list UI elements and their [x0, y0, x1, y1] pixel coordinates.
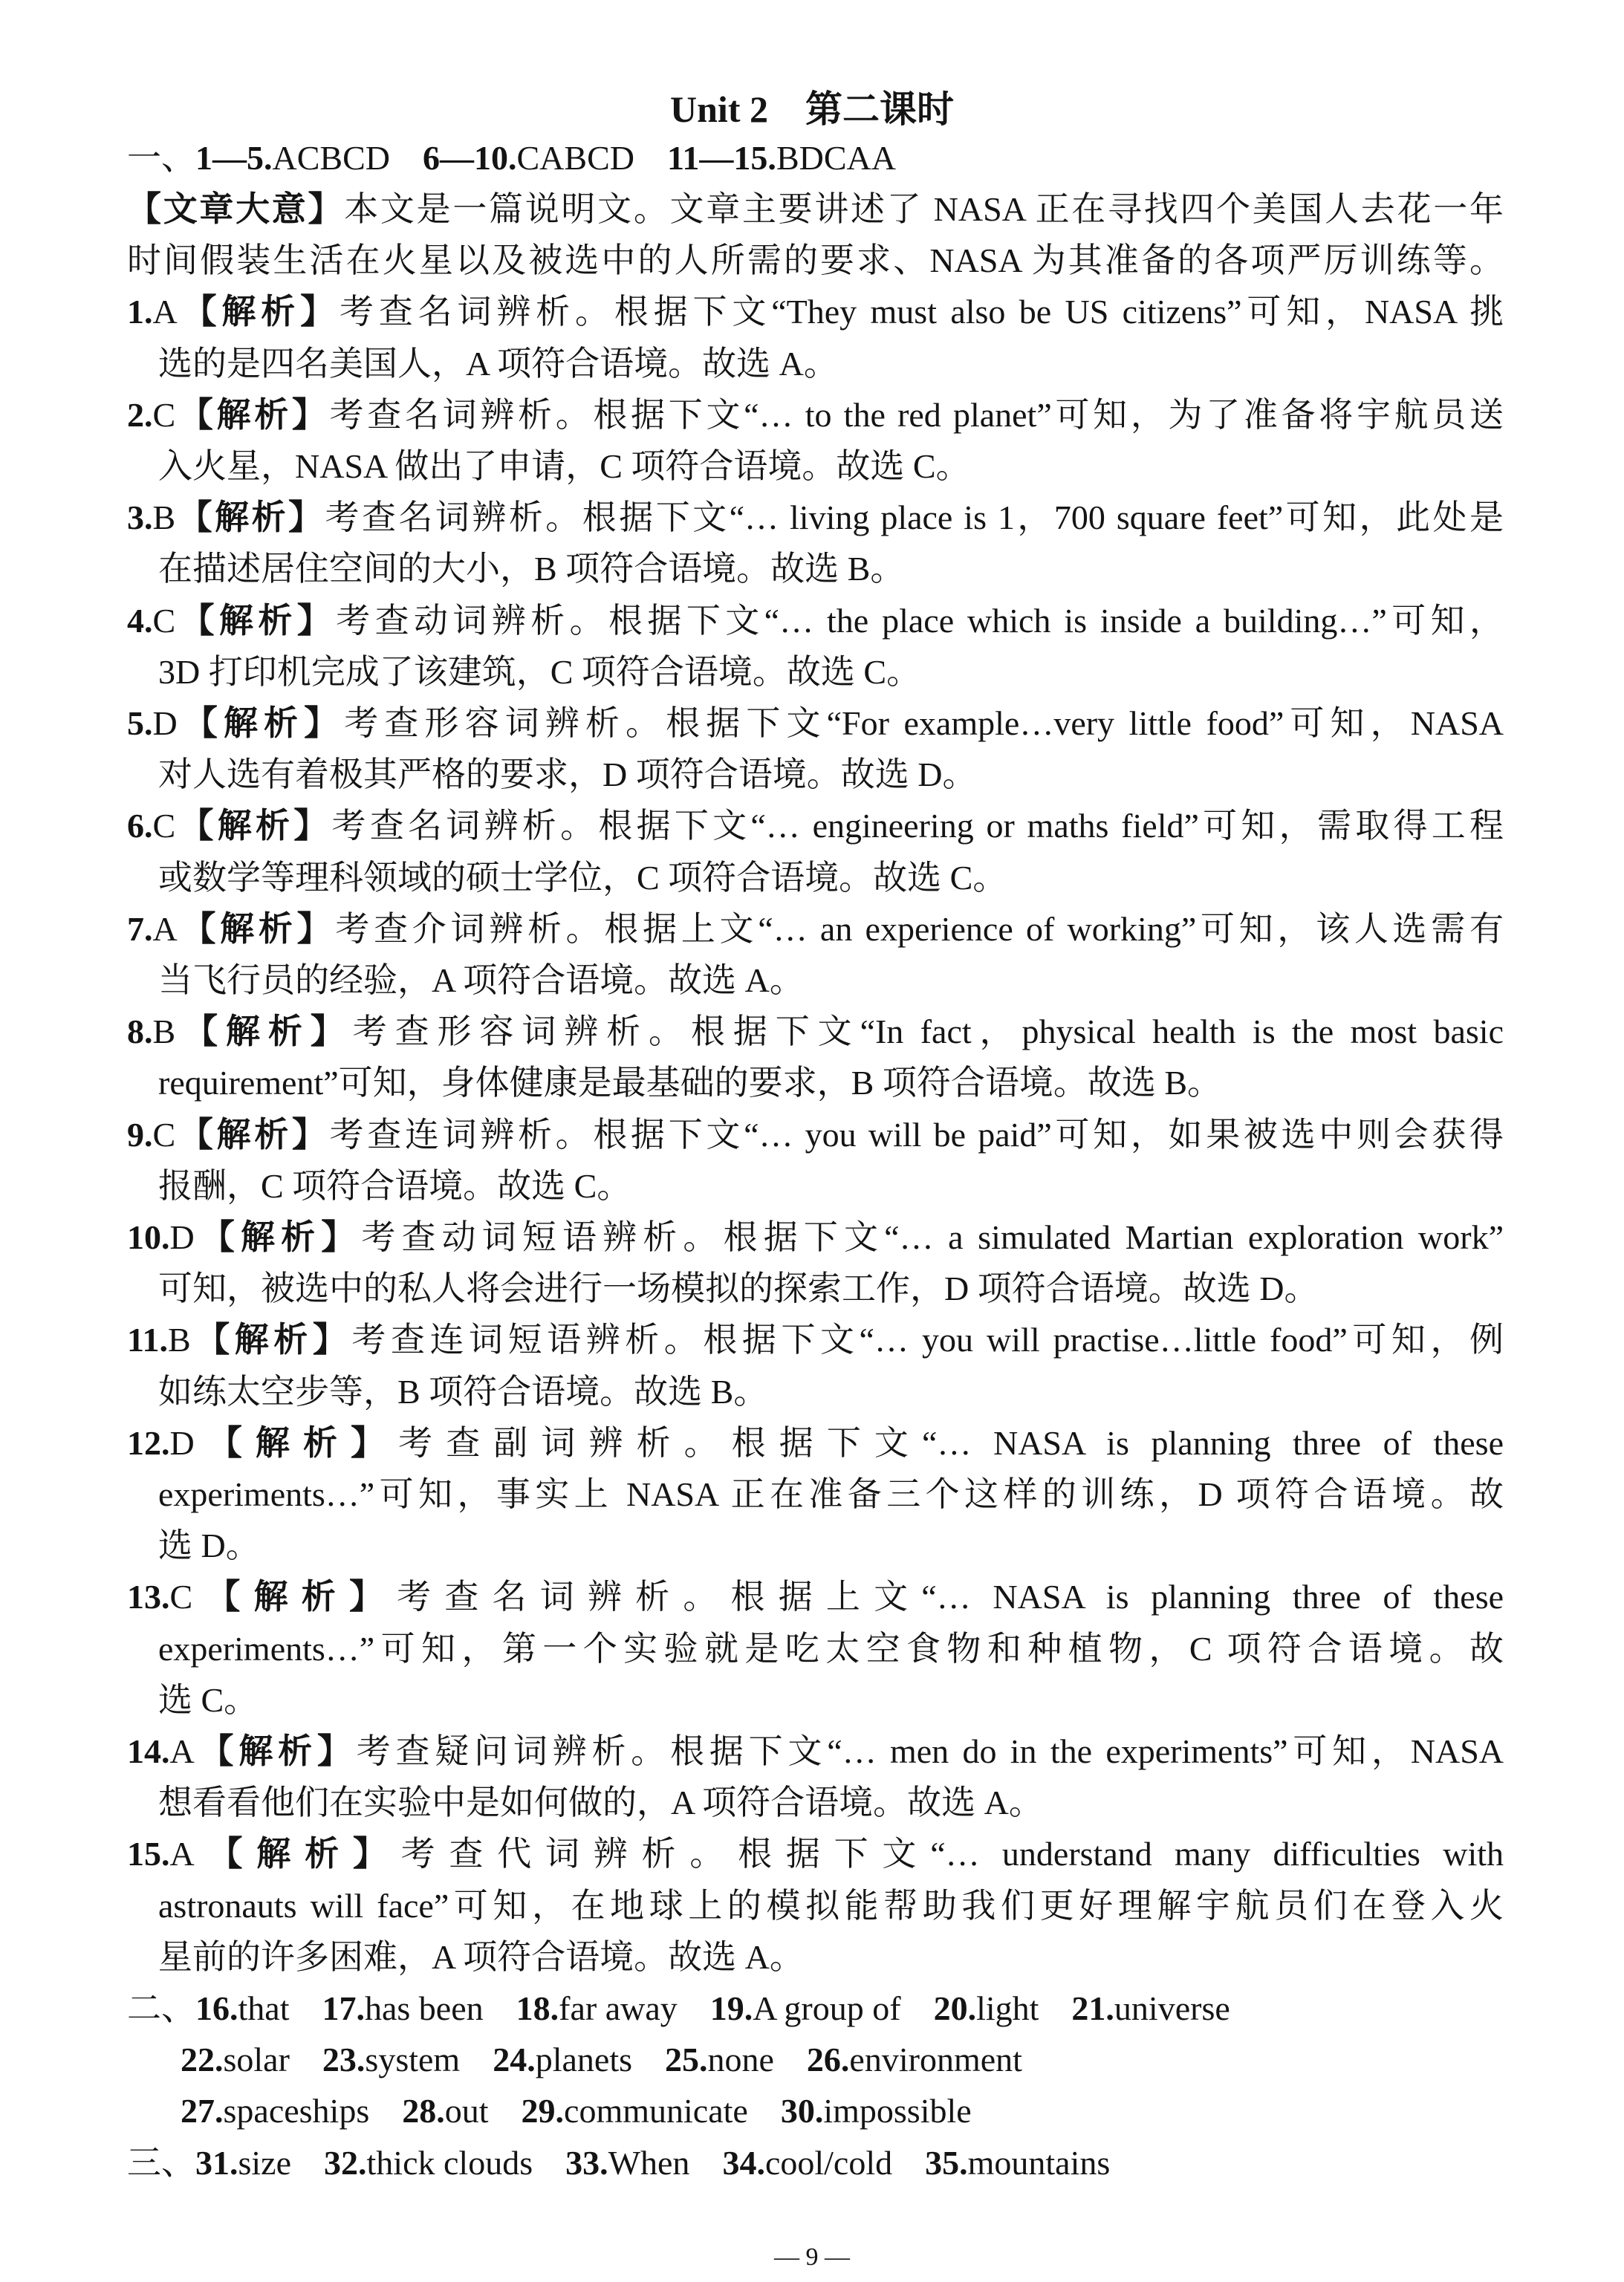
answer-number: 34.	[722, 2144, 765, 2182]
item-answer: A	[152, 293, 178, 331]
answer-number: 33.	[565, 2144, 608, 2182]
section-1-answers	[127, 132, 1504, 184]
item-answer: D	[152, 704, 178, 742]
answer-word: mountains	[967, 2144, 1111, 2182]
analysis-tag: 【解析】	[190, 1321, 352, 1359]
item-number: 14.	[127, 1732, 170, 1770]
item-answer: C	[169, 1578, 193, 1616]
item-answer: B	[152, 498, 176, 536]
answer-group	[195, 139, 390, 177]
item-2-line-2: 入火星，NASA 做出了申请，C 项符合语境。故选 C。	[158, 447, 970, 485]
analysis-tag: 【解析】	[177, 910, 336, 948]
group-answers: BDCAA	[776, 139, 896, 177]
group-answers: ACBCD	[272, 139, 390, 177]
analysis-tag: 【解析】	[175, 1116, 330, 1154]
item-7-line-1	[127, 903, 1504, 955]
answer-word: solar	[223, 2041, 290, 2078]
item-14-line-1	[127, 1726, 1504, 1778]
item-15-line-2: astronauts will face”可知，在地球上的模拟能帮助我们更好理解宇航员们在登入火	[158, 1887, 1504, 1925]
page-number: — 9 —	[774, 2243, 850, 2271]
item-1-line-1	[127, 286, 1504, 338]
item-9-line-1	[127, 1109, 1504, 1161]
item-6-line-2: 或数学等理科领域的硕士学位，C 项符合语境。故选 C。	[158, 859, 1007, 897]
section-3-label: 三、	[127, 2144, 195, 2182]
analysis-tag: 【解析】	[175, 807, 332, 845]
analysis-tag: 【解析】	[177, 704, 345, 742]
group-range: 1—5.	[195, 139, 273, 177]
analysis-tag: 【解析】	[175, 498, 325, 536]
item-number: 10.	[127, 1218, 170, 1256]
answer-number: 27.	[181, 2092, 224, 2130]
answer-word: A group of	[753, 1989, 901, 2027]
answer-32	[324, 2144, 533, 2182]
item-15-line-3: 星前的许多困难，A 项符合语境。故选 A。	[158, 1938, 804, 1976]
item-text: 考查副词辨析。根据下文“… NASA is planning three of these	[398, 1424, 1504, 1462]
item-13-line-3: 选 C。	[158, 1681, 259, 1719]
answer-group	[667, 139, 896, 177]
answer-word: universe	[1114, 1989, 1230, 2027]
analysis-tag: 【解析】	[194, 1835, 401, 1873]
item-5-line-1	[127, 698, 1504, 750]
analysis-tag: 【解析】	[175, 1012, 353, 1050]
item-text: 考查介词辨析。根据上文“… an experience of working”可知，该人选需有	[335, 910, 1504, 948]
item-number: 8.	[127, 1012, 153, 1050]
item-8-line-1	[127, 1006, 1504, 1058]
answer-word: When	[608, 2144, 690, 2182]
item-text: 考查名词辨析。根据上文“… NASA is planning three of these	[397, 1578, 1504, 1616]
item-text: 考查形容词辨析。根据下文“In fact，physical health is the most basic	[352, 1012, 1504, 1050]
answer-number: 30.	[780, 2092, 824, 2130]
answer-word: planets	[535, 2041, 632, 2078]
summary-tag: 【文章大意】	[127, 190, 345, 228]
section-2-line-2	[181, 2034, 1504, 2086]
item-number: 15.	[127, 1835, 170, 1873]
answer-number: 28.	[402, 2092, 445, 2130]
answer-26	[807, 2041, 1022, 2078]
answer-word: impossible	[823, 2092, 972, 2130]
item-8-line-2: requirement”可知，身体健康是最基础的要求，B 项符合语境。故选 B。	[158, 1064, 1222, 1102]
answer-29	[522, 2092, 748, 2130]
item-answer: C	[152, 807, 176, 845]
analysis-tag: 【解析】	[177, 293, 340, 331]
answer-number: 29.	[521, 2092, 565, 2130]
item-text: 考查动词短语辨析。根据下文“… a simulated Martian exploration work”	[361, 1218, 1504, 1256]
item-text: 考查连词辨析。根据下文“… you will be paid”可知，如果被选中则会获得	[329, 1116, 1504, 1154]
item-answer: D	[169, 1424, 195, 1462]
answer-number: 17.	[322, 1989, 365, 2027]
item-4-line-2: 3D 打印机完成了该建筑，C 项符合语境。故选 C。	[158, 653, 921, 691]
answer-word: system	[365, 2041, 461, 2078]
item-4-line-1	[127, 595, 1504, 647]
analysis-tag: 【解析】	[194, 1218, 362, 1256]
answer-16	[195, 1989, 289, 2027]
answer-34	[722, 2144, 892, 2182]
answer-number: 31.	[195, 2144, 238, 2182]
item-13-line-2: experiments…”可知，第一个实验就是吃太空食物和种植物，C 项符合语境。故	[158, 1630, 1504, 1668]
item-11-line-1	[127, 1314, 1504, 1366]
item-text: 考查动词辨析。根据下文“… the place which is inside a building…”可知，	[336, 602, 1504, 640]
item-10-line-1	[127, 1212, 1504, 1264]
item-text: 考查代词辨析。根据下文“… understand many difficulties with	[400, 1835, 1504, 1873]
analysis-tag: 【解析】	[175, 396, 330, 434]
answer-word: light	[976, 1989, 1039, 2027]
answer-24	[493, 2041, 632, 2078]
section-2-label: 二、	[127, 1989, 195, 2027]
answer-word: communicate	[564, 2092, 748, 2130]
answer-number: 16.	[195, 1989, 238, 2027]
item-text: 考查名词辨析。根据下文“They must also be US citizens”可知，NASA 挑	[339, 293, 1504, 331]
item-3-line-2: 在描述居住空间的大小，B 项符合语境。故选 B。	[158, 550, 905, 588]
section-2-line-3	[181, 2085, 1504, 2137]
item-2-line-1	[127, 389, 1504, 441]
item-answer: A	[169, 1732, 195, 1770]
answer-22	[181, 2041, 290, 2078]
analysis-tag: 【解析】	[175, 602, 337, 640]
item-text: 考查名词辨析。根据下文“… living place is 1，700 square feet”可知，此处是	[325, 498, 1504, 536]
answer-27	[181, 2092, 369, 2130]
answer-word: out	[444, 2092, 489, 2130]
summary-line-2: 时间假装生活在火星以及被选中的人所需的要求、NASA 为其准备的各项严厉训练等。	[127, 241, 1504, 279]
item-number: 3.	[127, 498, 153, 536]
item-12-line-2: experiments…”可知，事实上 NASA 正在准备三个这样的训练，D 项符合语境。故	[158, 1475, 1504, 1513]
item-13-line-1	[127, 1571, 1504, 1623]
item-number: 9.	[127, 1116, 153, 1154]
answer-28	[402, 2092, 488, 2130]
answer-word: thick clouds	[366, 2144, 533, 2182]
group-range: 6—10.	[422, 139, 517, 177]
answer-number: 22.	[181, 2041, 224, 2078]
summary-line-1	[127, 183, 1504, 235]
answer-word: spaceships	[223, 2092, 370, 2130]
answer-18	[516, 1989, 678, 2027]
analysis-tag: 【解析】	[194, 1732, 357, 1770]
item-number: 7.	[127, 910, 153, 948]
item-11-line-2: 如练太空步等，B 项符合语境。故选 B。	[158, 1373, 768, 1411]
answer-35	[925, 2144, 1110, 2182]
item-number: 4.	[127, 602, 153, 640]
item-text: 考查疑问词辨析。根据下文“… men do in the experiments”可知，NASA	[356, 1732, 1504, 1770]
section-2-line-1	[127, 1983, 1504, 2035]
summary-text: 本文是一篇说明文。文章主要讲述了 NASA 正在寻找四个美国人去花一年	[344, 190, 1504, 228]
item-answer: B	[152, 1012, 176, 1050]
item-answer: A	[169, 1835, 195, 1873]
item-3-line-1	[127, 492, 1504, 544]
group-range: 11—15.	[666, 139, 776, 177]
item-14-line-2: 想看看他们在实验中是如何做的，A 项符合语境。故选 A。	[158, 1784, 1043, 1821]
item-answer: D	[169, 1218, 195, 1256]
item-6-line-1	[127, 800, 1504, 852]
answer-25	[665, 2041, 774, 2078]
answer-word: none	[707, 2041, 774, 2078]
analysis-tag: 【解析】	[192, 1578, 397, 1616]
item-number: 13.	[127, 1578, 170, 1616]
answer-word: has been	[364, 1989, 484, 2027]
answer-number: 25.	[665, 2041, 708, 2078]
item-answer: C	[152, 602, 176, 640]
answer-21	[1071, 1989, 1230, 2027]
answer-word: size	[238, 2144, 292, 2182]
answer-20	[934, 1989, 1039, 2027]
item-10-line-2: 可知，被选中的私人将会进行一场模拟的探索工作，D 项符合语境。故选 D。	[158, 1270, 1319, 1307]
answer-number: 26.	[806, 2041, 850, 2078]
analysis-tag: 【解析】	[194, 1424, 399, 1462]
answer-word: far away	[559, 1989, 678, 2027]
answer-word: that	[238, 1989, 290, 2027]
item-1-line-2: 选的是四名美国人，A 项符合语境。故选 A。	[158, 345, 838, 383]
section-1-label: 一、	[127, 139, 195, 177]
item-number: 12.	[127, 1424, 170, 1462]
item-number: 2.	[127, 396, 153, 434]
item-text: 考查名词辨析。根据下文“… engineering or maths field”可知，需取得工程	[331, 807, 1504, 845]
item-15-line-1	[127, 1828, 1504, 1880]
answer-33	[565, 2144, 689, 2182]
item-answer: B	[167, 1321, 191, 1359]
answer-number: 20.	[933, 1989, 977, 2027]
answer-number: 19.	[709, 1989, 753, 2027]
item-number: 5.	[127, 704, 153, 742]
item-12-line-3: 选 D。	[158, 1527, 260, 1564]
answer-word: cool/cold	[764, 2144, 893, 2182]
item-answer: C	[152, 1116, 176, 1154]
item-number: 1.	[127, 293, 153, 331]
answer-number: 18.	[516, 1989, 559, 2027]
item-7-line-2: 当飞行员的经验，A 项符合语境。故选 A。	[158, 961, 804, 999]
item-text: 考查连词短语辨析。根据下文“… you will practise…little food”可知，例	[351, 1321, 1504, 1359]
answer-17	[322, 1989, 483, 2027]
group-answers: CABCD	[516, 139, 634, 177]
answer-number: 35.	[925, 2144, 968, 2182]
item-answer: A	[152, 910, 178, 948]
item-number: 11.	[127, 1321, 168, 1359]
answer-30	[781, 2092, 972, 2130]
answer-number: 23.	[322, 2041, 366, 2078]
answer-number: 21.	[1071, 1989, 1114, 2027]
page-title: Unit 2 第二课时	[670, 88, 954, 130]
item-12-line-1	[127, 1417, 1504, 1469]
answer-19	[710, 1989, 901, 2027]
answer-word: environment	[849, 2041, 1022, 2078]
answer-23	[322, 2041, 460, 2078]
item-text: 考查名词辨析。根据下文“… to the red planet”可知，为了准备将宇航员送	[329, 396, 1504, 434]
item-text: 考查形容词辨析。根据下文“For example…very little food”可知，NASA	[344, 704, 1504, 742]
answer-31	[195, 2144, 291, 2182]
item-5-line-2: 对人选有着极其严格的要求，D 项符合语境。故选 D。	[158, 755, 977, 793]
item-9-line-2: 报酬，C 项符合语境。故选 C。	[158, 1167, 631, 1205]
answer-number: 32.	[324, 2144, 367, 2182]
item-number: 6.	[127, 807, 153, 845]
item-answer: C	[152, 396, 176, 434]
section-3-answers	[127, 2137, 1504, 2189]
answer-number: 24.	[493, 2041, 536, 2078]
answer-group	[423, 139, 634, 177]
